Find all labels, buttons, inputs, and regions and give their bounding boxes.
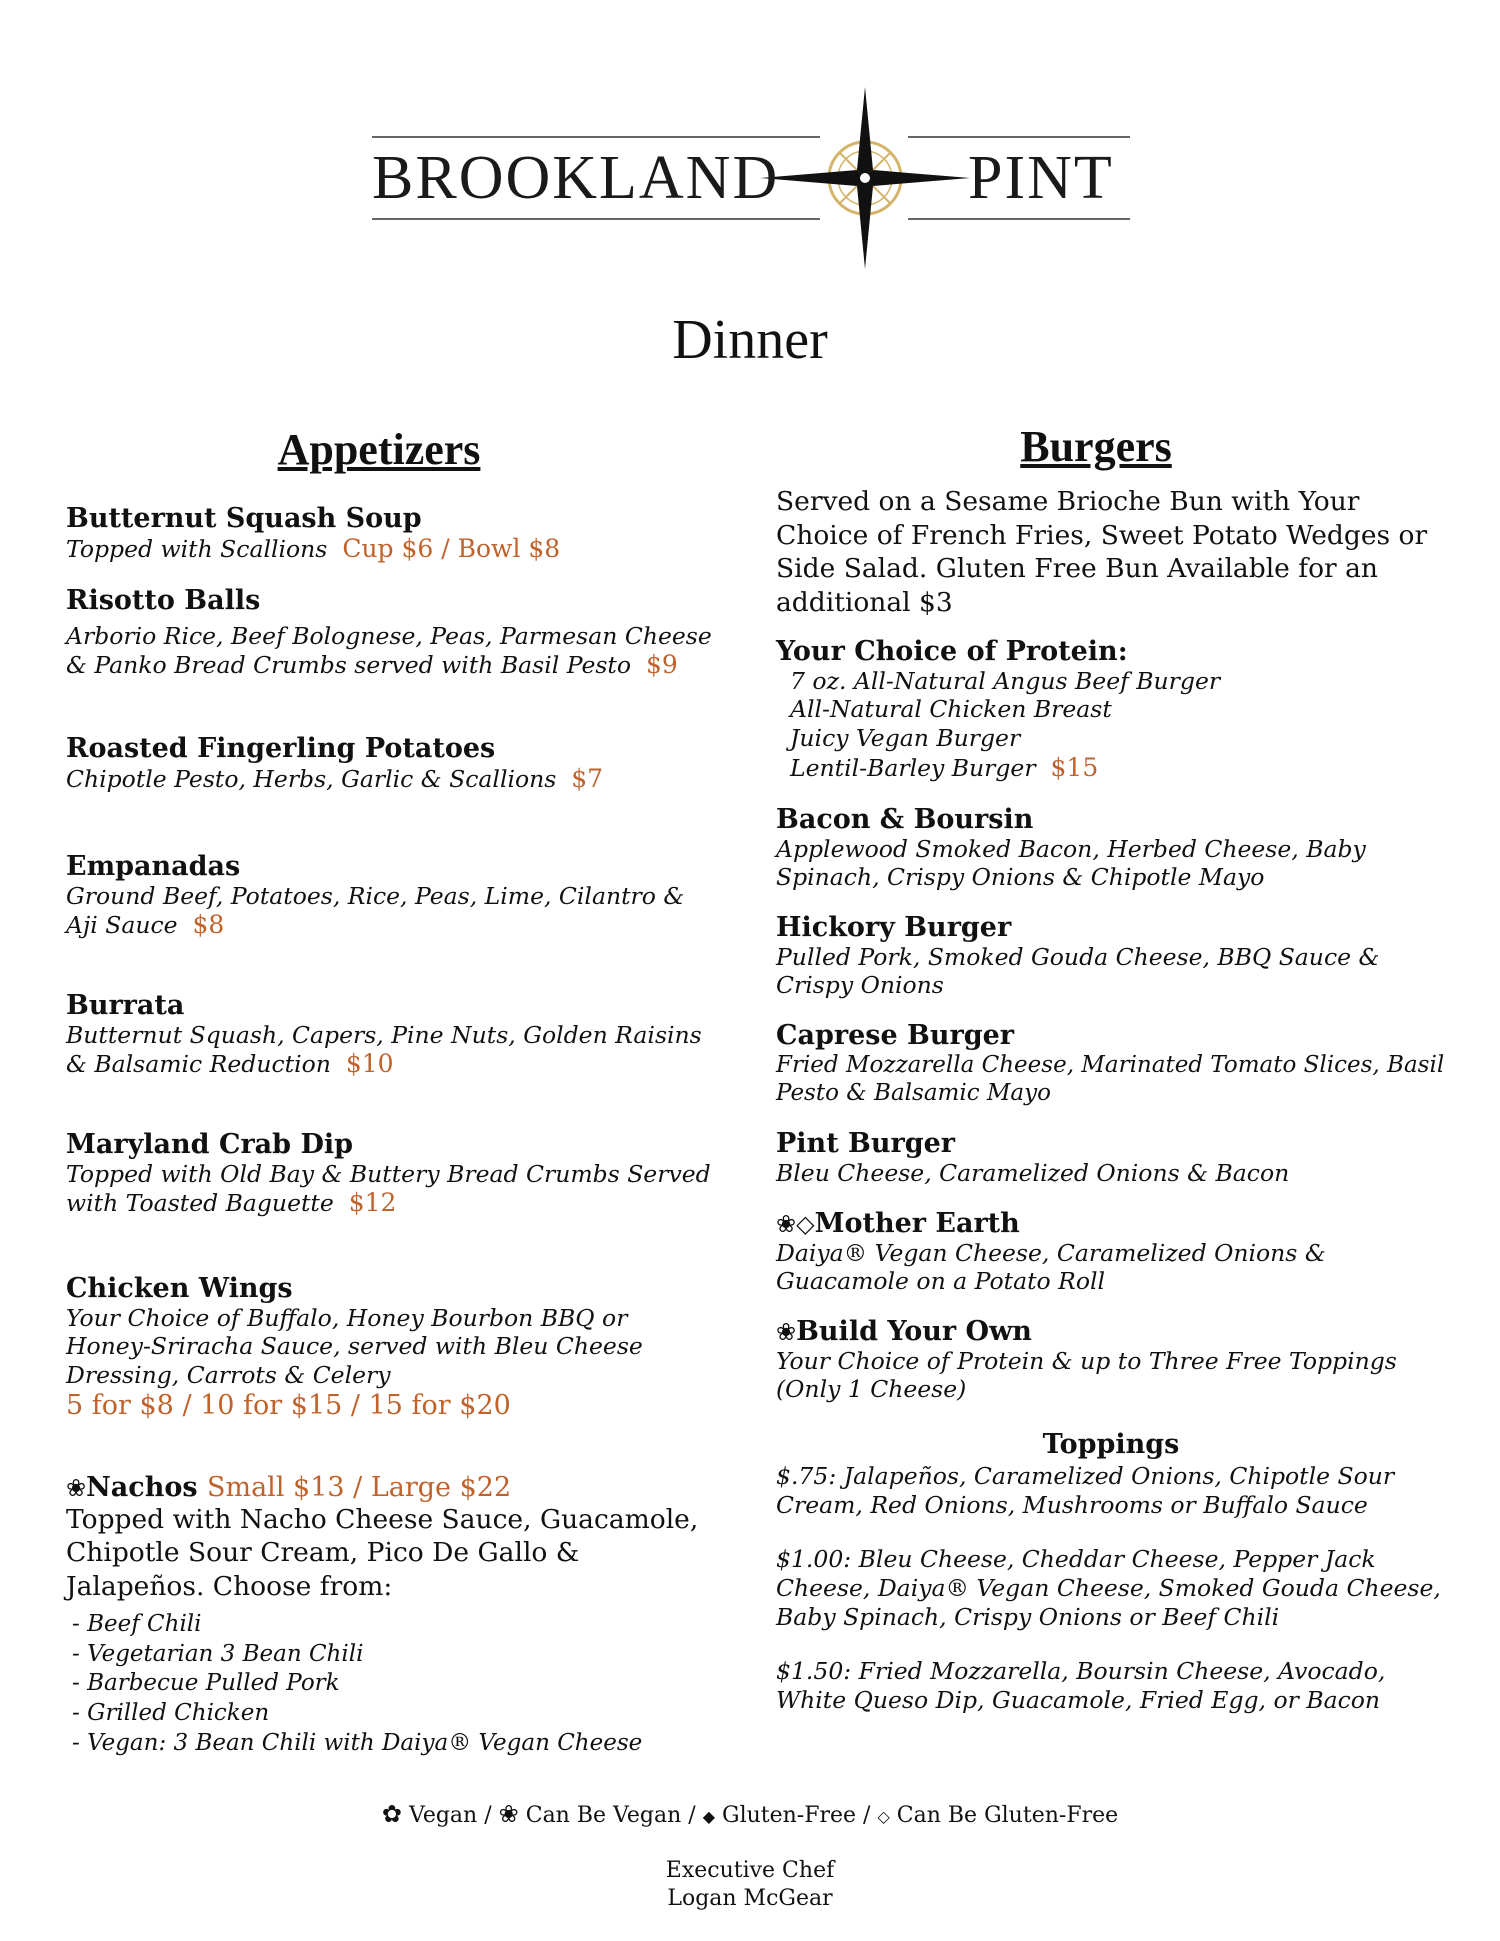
list-item: - Barbecue Pulled Pork: [72, 1670, 340, 1697]
menu-item-nachos: [66, 1473, 716, 1759]
menu-item-caprese-burger: [776, 1021, 1446, 1107]
item-desc: Daiya® Vegan Cheese, Caramelized Onions & Guacamole on a Potato Roll: [776, 1238, 1326, 1296]
page-title: Dinner: [672, 309, 828, 371]
menu-item-soup: [66, 504, 716, 564]
menu-item-mother-earth: [776, 1209, 1446, 1296]
burgers-column: [776, 422, 1446, 1714]
menu-item-chicken-wings: [66, 1274, 716, 1422]
menu-item-pint-burger: [776, 1129, 1446, 1187]
item-name: Mother Earth: [814, 1208, 1020, 1239]
protein-option: 7 oz. All-Natural Angus Beef Burger: [790, 666, 1221, 695]
toppings-tier: $1.00: Bleu Cheese, Cheddar Cheese, Pepper Jack Cheese, Daiya® Vegan Cheese, Smoked Gouda Cheese, Baby Spinach, Crispy Onions or Beef Chili: [776, 1545, 1441, 1631]
protein-heading: Your Choice of Protein:: [776, 636, 1128, 667]
legend-can-be-vegan: Can Be Vegan /: [525, 1803, 696, 1828]
item-desc: Your Choice of Buffalo, Honey Bourbon BBQ or Honey-Sriracha Sauce, served with Bleu Cheese Dressing, Carrots & Celery: [66, 1303, 643, 1389]
legend-vegan: Vegan /: [408, 1803, 492, 1828]
item-desc: Pulled Pork, Smoked Gouda Cheese, BBQ Sauce & Crispy Onions: [776, 942, 1380, 1000]
burger-price: $15: [1050, 752, 1099, 782]
logo-word-pint: PINT: [968, 144, 1114, 212]
item-name: Nachos: [86, 1472, 198, 1503]
protein-option: Juicy Vegan Burger: [790, 724, 1021, 752]
item-name: Build Your Own: [796, 1316, 1032, 1347]
item-desc: Arborio Rice, Beef Bolognese, Peas, Parmesan Cheese & Panko Bread Crumbs served with Basil Pesto: [66, 621, 712, 680]
list-item: - Vegan: 3 Bean Chili with Daiya® Vegan Cheese: [72, 1730, 643, 1757]
item-name: Chicken Wings: [66, 1273, 293, 1304]
item-name: Maryland Crab Dip: [66, 1129, 353, 1160]
logo-word-brookland: BROOKLAND: [372, 144, 780, 212]
list-item: - Grilled Chicken: [72, 1700, 270, 1727]
menu-item-hickory-burger: [776, 913, 1446, 1000]
brookland-pint-logo: [370, 85, 1130, 275]
protein-choice: [776, 637, 1446, 783]
can-be-vegan-icon: ❀: [498, 1800, 519, 1828]
vegan-icon: ✿: [381, 1800, 402, 1828]
item-desc: Your Choice of Protein & up to Three Free Toppings (Only 1 Cheese): [776, 1346, 1397, 1404]
item-price: $10: [345, 1049, 394, 1079]
toppings-tier: $1.50: Fried Mozzarella, Boursin Cheese, Avocado, White Queso Dip, Guacamole, Fried Egg, or Bacon: [776, 1657, 1386, 1714]
item-price: $8: [192, 910, 225, 940]
protein-option: All-Natural Chicken Breast: [790, 695, 1112, 724]
item-name: Burrata: [66, 990, 185, 1021]
legend-can-be-gluten-free: Can Be Gluten-Free: [896, 1803, 1119, 1828]
item-name: Caprese Burger: [776, 1020, 1015, 1051]
item-name: Bacon & Boursin: [776, 804, 1034, 835]
item-desc: Bleu Cheese, Caramelized Onions & Bacon: [776, 1158, 1290, 1187]
item-name: Hickory Burger: [776, 912, 1012, 943]
appetizers-title: Appetizers: [277, 425, 481, 474]
protein-option: Lentil-Barley Burger: [790, 753, 1036, 782]
item-name: Pint Burger: [776, 1128, 956, 1159]
burgers-intro-text: Served on a Sesame Brioche Bun with Your Choice of French Fries, Sweet Potato Wedges or Side Salad. Gluten Free Bun Available for an additional $3: [776, 486, 1428, 618]
can-be-gluten-free-icon: ◇: [877, 1807, 890, 1826]
appetizers-column: [66, 425, 716, 1757]
item-desc: Chipotle Pesto, Herbs, Garlic & Scallions: [66, 764, 557, 793]
menu-item-build-your-own: [776, 1317, 1446, 1404]
list-item: - Beef Chili: [72, 1610, 202, 1637]
chef-name: Logan McGear: [667, 1885, 833, 1911]
item-desc: Fried Mozzarella Cheese, Marinated Tomato Slices, Basil Pesto & Balsamic Mayo: [776, 1051, 1445, 1106]
menu-item-empanadas: [66, 852, 716, 941]
item-price: 5 for $8 / 10 for $15 / 15 for $20: [66, 1389, 511, 1421]
item-price: $9: [645, 650, 678, 680]
chef-credit: [0, 1857, 1500, 1912]
toppings-section: [776, 1429, 1446, 1715]
item-desc: Butternut Squash, Capers, Pine Nuts, Golden Raisins & Balsamic Reduction: [66, 1020, 702, 1079]
menu-item-crab-dip: [66, 1130, 716, 1219]
item-name: Empanadas: [66, 851, 241, 882]
legend-gluten-free: Gluten-Free /: [722, 1803, 871, 1828]
menu-item-fingerling-potatoes: [66, 734, 716, 794]
can-be-vegan-gluten-free-icon: ❀◇: [776, 1210, 815, 1238]
item-price: Small $13 / Large $22: [206, 1472, 512, 1503]
menu-item-risotto-balls: [66, 586, 716, 681]
item-name: Risotto Balls: [66, 585, 261, 616]
burgers-title: Burgers: [1020, 422, 1172, 471]
item-name: Roasted Fingerling Potatoes: [66, 733, 496, 764]
gluten-free-icon: ◆: [702, 1807, 715, 1826]
item-desc: Topped with Old Bay & Buttery Bread Crumbs Served with Toasted Baguette: [66, 1159, 711, 1218]
menu-item-bacon-boursin: [776, 805, 1446, 892]
item-price: $12: [348, 1188, 397, 1218]
item-desc: Topped with Scallions: [66, 534, 328, 563]
item-name: Butternut Squash Soup: [66, 503, 422, 534]
nachos-options-list: [66, 1610, 716, 1759]
item-price: Cup $6 / Bowl $8: [342, 533, 561, 563]
item-desc: Topped with Nacho Cheese Sauce, Guacamole, Chipotle Sour Cream, Pico De Gallo & Jalapeños. Choose from:: [66, 1503, 699, 1602]
can-be-vegan-icon: ❀: [776, 1318, 797, 1346]
can-be-vegan-icon: ❀: [66, 1474, 87, 1502]
toppings-title: Toppings: [1042, 1429, 1180, 1460]
toppings-tier: $.75: Jalapeños, Caramelized Onions, Chipotle Sour Cream, Red Onions, Mushrooms or Buffalo Sauce: [776, 1462, 1395, 1519]
item-desc: Ground Beef, Potatoes, Rice, Peas, Lime, Cilantro & Aji Sauce: [66, 881, 685, 940]
burgers-intro: [776, 485, 1446, 620]
item-desc: Applewood Smoked Bacon, Herbed Cheese, Baby Spinach, Crispy Onions & Chipotle Mayo: [776, 834, 1366, 892]
item-price: $7: [571, 763, 604, 793]
menu-item-burrata: [66, 991, 716, 1080]
dietary-legend: [0, 1800, 1500, 1828]
list-item: - Vegetarian 3 Bean Chili: [72, 1640, 364, 1667]
chef-title: Executive Chef: [665, 1858, 835, 1883]
